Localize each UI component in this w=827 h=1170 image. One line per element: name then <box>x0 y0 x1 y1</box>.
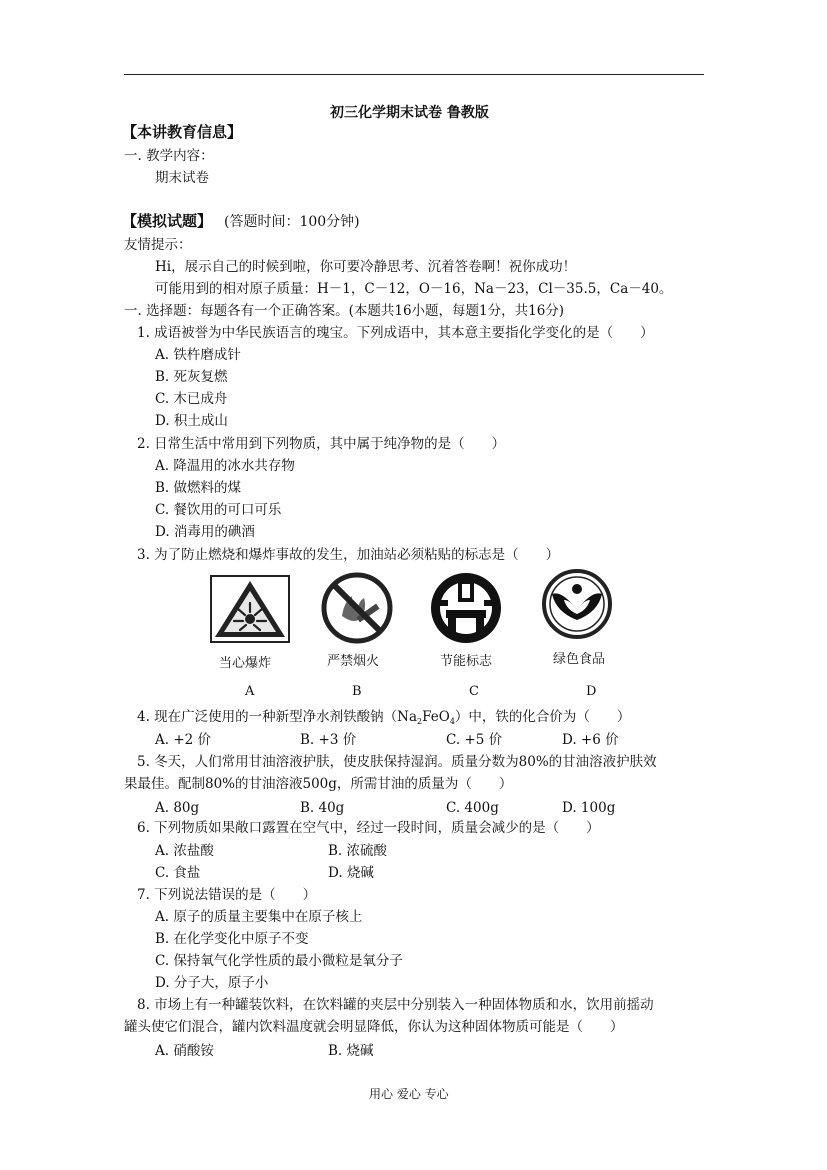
sign-caption-d: 绿色食品 <box>553 652 606 667</box>
sign-caption-a: 当心爆炸 <box>219 656 272 671</box>
q2-option-a: A. 降温用的冰水共存物 <box>155 458 295 474</box>
q4-subscript-2: 2 <box>417 717 423 726</box>
q4-subscript-4: 4 <box>449 717 455 726</box>
tip-line-2: 可能用到的相对原子质量：H－1，C－12，O－16，Na－23，Cl－35.5，Ca－40。 <box>155 281 673 297</box>
q1-option-c: C. 木已成舟 <box>155 391 228 407</box>
q8-option-a: A. 硝酸铵 <box>155 1043 214 1059</box>
q2-option-c: C. 餐饮用的可口可乐 <box>155 502 282 518</box>
q7-option-d: D. 分子大，原子小 <box>155 975 269 991</box>
q1-option-d: D. 积土成山 <box>155 413 228 429</box>
q5-option-d: D. 100g <box>562 800 616 816</box>
q7-option-b: B. 在化学变化中原子不变 <box>155 931 309 947</box>
q4-stem-post: ）中，铁的化合价为（ ） <box>454 709 631 725</box>
q5-stem-line-1: 5. 冬天，人们常用甘油溶液护肤，使皮肤保持湿润。质量分数为80%的甘油溶液护肤效 <box>137 754 657 770</box>
q6-option-b: B. 浓硫酸 <box>328 843 388 859</box>
q4-option-b: B. +3 价 <box>300 732 357 748</box>
q2-option-b: B. 做燃料的煤 <box>155 480 242 496</box>
q5-stem-line-2: 果最佳。配制80%的甘油溶液500g，所需甘油的质量为（ ） <box>124 776 513 792</box>
q7-stem: 7. 下列说法错误的是（ ） <box>137 887 317 903</box>
q3-stem: 3. 为了防止燃烧和爆炸事故的发生，加油站必须粘贴的标志是（ ） <box>137 547 560 563</box>
q1-option-b: B. 死灰复燃 <box>155 369 228 385</box>
q4-stem-pre: 4. 现在广泛使用的一种新型净水剂铁酸钠（Na <box>137 709 418 725</box>
no-fire-icon <box>318 572 396 644</box>
q4-stem <box>137 708 630 731</box>
sign-letter-b: B <box>352 684 362 699</box>
time-note: (答题时间：100分钟) <box>224 214 360 230</box>
q6-stem: 6. 下列物质如果敞口露置在空气中，经过一段时间，质量会减少的是（ ） <box>137 820 600 836</box>
q2-stem: 2. 日常生活中常用到下列物质，其中属于纯净物的是（ ） <box>137 436 506 452</box>
sign-letter-c: C <box>469 684 479 699</box>
q4-option-a: A. +2 价 <box>155 732 212 748</box>
q4-option-c: C. +5 价 <box>446 732 503 748</box>
q4-stem-mid: FeO <box>422 709 450 725</box>
teach-heading: 一. 教学内容： <box>124 148 214 164</box>
q5-option-c: C. 400g <box>446 800 499 816</box>
q8-stem-line-1: 8. 市场上有一种罐装饮料，在饮料罐的夹层中分别装入一种固体物质和水，饮用前摇动 <box>137 997 654 1013</box>
page-title: 初三化学期末试卷 鲁教版 <box>330 105 489 121</box>
sign-caption-b: 严禁烟火 <box>327 654 380 669</box>
q8-option-b: B. 烧碱 <box>328 1043 374 1059</box>
q5-option-a: A. 80g <box>155 800 200 816</box>
sign-letter-a: A <box>245 684 255 699</box>
q8-stem-line-2: 罐头使它们混合，罐内饮料温度就会明显降低，你认为这种固体物质可能是（ ） <box>124 1019 624 1035</box>
sign-letter-d: D <box>586 684 597 699</box>
energy-saving-icon <box>424 570 508 646</box>
q5-option-b: B. 40g <box>300 800 345 816</box>
explosion-warning-icon <box>210 575 290 643</box>
q6-option-a: A. 浓盐酸 <box>155 843 214 859</box>
q4-option-d: D. +6 价 <box>562 732 619 748</box>
section-heading-info: 【本讲教育信息】 <box>122 123 243 141</box>
tip-line-1: Hi，展示自己的时候到啦，你可要冷静思考、沉着答卷啊！祝你成功！ <box>155 259 577 275</box>
page-footer: 用心 爱心 专心 <box>369 1087 449 1101</box>
q6-option-d: D. 烧碱 <box>328 865 374 881</box>
q2-option-d: D. 消毒用的碘酒 <box>155 524 255 540</box>
sign-caption-c: 节能标志 <box>440 654 493 669</box>
q7-option-a: A. 原子的质量主要集中在原子核上 <box>155 909 363 925</box>
q7-option-c: C. 保持氧气化学性质的最小微粒是氧分子 <box>155 953 403 969</box>
header-rule <box>124 74 704 75</box>
green-food-icon <box>538 568 616 640</box>
q1-stem: 1. 成语被誉为中华民族语言的瑰宝。下列成语中，其本意主要指化学变化的是（ ） <box>137 325 654 341</box>
section-heading-exam: 【模拟试题】 <box>122 212 213 230</box>
part1-heading: 一. 选择题：每题各有一个正确答案。(本题共16小题，每题1分，共16分) <box>124 303 565 319</box>
tip-heading: 友情提示： <box>124 237 192 253</box>
teach-content: 期末试卷 <box>155 170 209 186</box>
q6-option-c: C. 食盐 <box>155 865 201 881</box>
q1-option-a: A. 铁杵磨成针 <box>155 347 241 363</box>
